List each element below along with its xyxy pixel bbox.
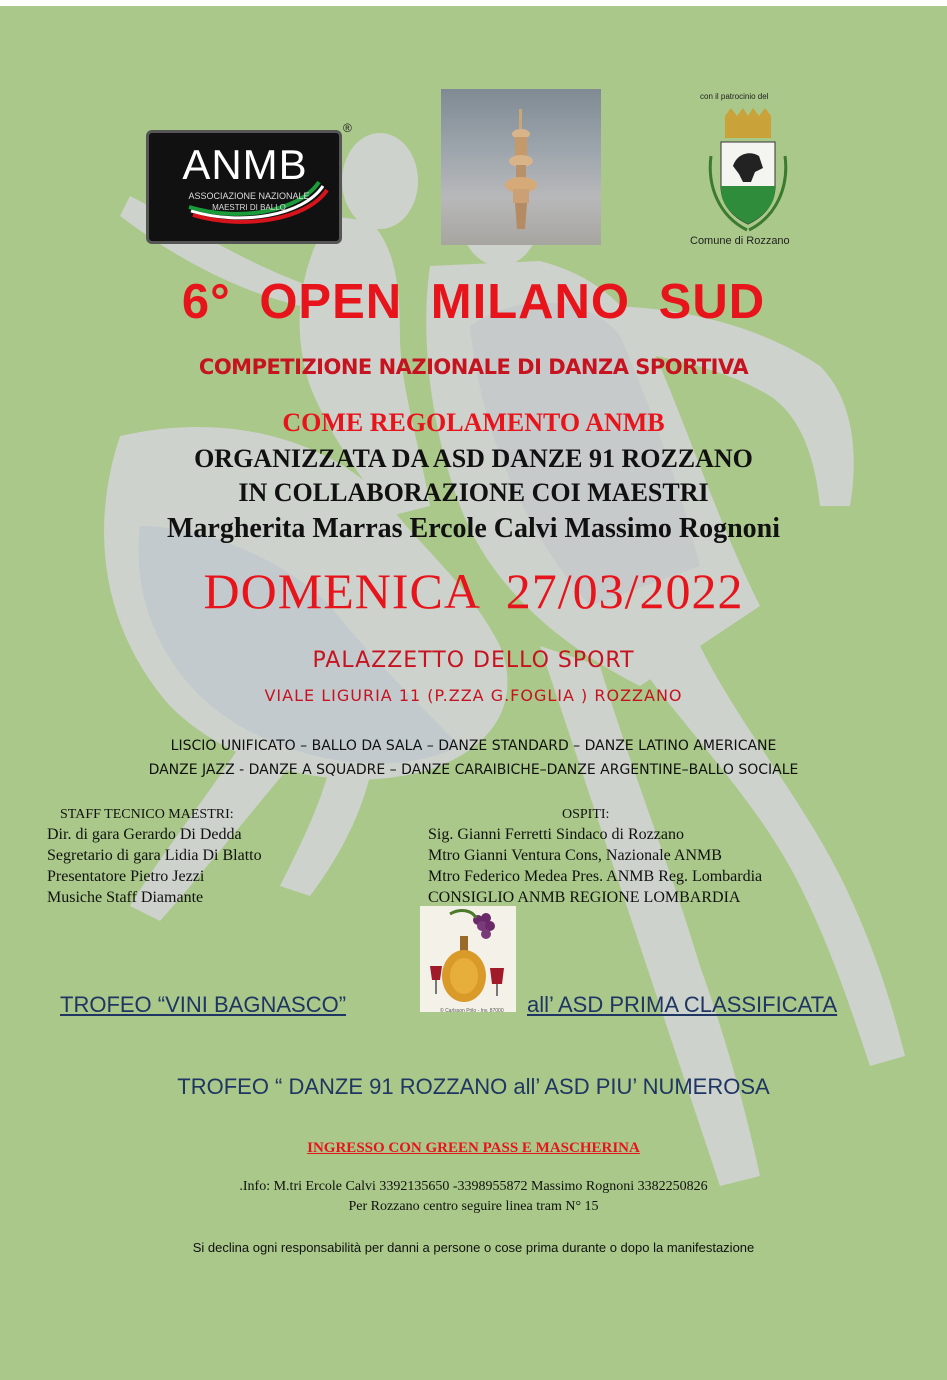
trofeo-2: TROFEO “ DANZE 91 ROZZANO all’ ASD PIU’ NUMEROSA [177, 1074, 770, 1099]
staff-member: Segretario di gara Lidia Di Blatto [47, 847, 262, 864]
crest-caption: con il patrocinio del [700, 92, 769, 101]
ospiti-list [428, 824, 762, 908]
disclaimer: Si declina ogni responsabilità per danni a persone o cose prima durante o dopo la manifestazione [192, 1240, 755, 1255]
event-poster [0, 6, 947, 1380]
wine-caption: © Carlsson Prilo - Inv. 87000 [440, 1008, 504, 1014]
staff-member: Musiche Staff Diamante [47, 889, 204, 906]
anmb-logo-name: ANMB [182, 141, 308, 188]
dance-categories-line-2: DANZE JAZZ - DANZE A SQUADRE – DANZE CARAIBICHE–DANZE ARGENTINE–BALLO SOCIALE [148, 762, 799, 778]
guest-item: Mtro Federico Medea Pres. ANMB Reg. Lombardia [428, 868, 763, 885]
collaboration-line: IN COLLABORAZIONE COI MAESTRI [238, 478, 709, 507]
organizer-line: ORGANIZZATA DA ASD DANZE 91 ROZZANO [194, 444, 753, 473]
ospiti-heading: OSPITI: [562, 807, 610, 822]
regolamento-line: COME REGOLAMENTO ANMB [282, 408, 665, 437]
event-venue: PALAZZETTO DELLO SPORT [312, 648, 635, 673]
maestri-names: Margherita Marras Ercole Calvi Massimo Rognoni [166, 513, 781, 544]
wine-illustration [420, 906, 516, 1012]
staff-member: Presentatore Pietro Jezzi [47, 868, 205, 885]
event-subtitle: COMPETIZIONE NAZIONALE DI DANZA SPORTIVA [198, 355, 749, 379]
event-title: 6° OPEN MILANO SUD [181, 275, 766, 329]
event-address: VIALE LIGURIA 11 (P.ZZA G.FOGLIA ) ROZZANO [264, 686, 683, 705]
dance-categories-line-1: LISCIO UNIFICATO – BALLO DA SALA – DANZE STANDARD – DANZE LATINO AMERICANE [170, 738, 777, 754]
tram-info: Per Rozzano centro seguire linea tram N° 15 [348, 1199, 599, 1214]
trofeo-1-label: TROFEO “VINI BAGNASCO” [60, 992, 347, 1017]
tower-photo [441, 89, 601, 245]
guest-item: Sig. Gianni Ferretti Sindaco di Rozzano [428, 826, 684, 843]
wine-bottle-icon [420, 906, 516, 1012]
registered-mark: ® [343, 121, 352, 135]
staff-member: Dir. di gara Gerardo Di Dedda [47, 826, 242, 843]
rozzano-crest-icon [703, 106, 793, 234]
staff-list [47, 824, 262, 908]
tower-icon [441, 89, 601, 245]
crest-name: Comune di Rozzano [690, 235, 790, 247]
anmb-logo [146, 130, 342, 244]
staff-heading: STAFF TECNICO MAESTRI: [60, 807, 234, 822]
guest-item: CONSIGLIO ANMB REGIONE LOMBARDIA [428, 889, 741, 906]
contact-info: .Info: M.tri Ercole Calvi 3392135650 -3398955872 Massimo Rognoni 3382250826 [239, 1179, 708, 1194]
ingresso-notice: INGRESSO CON GREEN PASS E MASCHERINA [307, 1140, 640, 1156]
italian-flag-swoosh-icon [169, 177, 329, 227]
trofeo-1-recipient: all’ ASD PRIMA CLASSIFICATA [527, 992, 838, 1017]
anmb-logo-subtitle: ASSOCIAZIONE NAZIONALE [188, 191, 310, 201]
anmb-logo-subtitle-2: MAESTRI DI BALLO [212, 203, 286, 212]
guest-item: Mtro Gianni Ventura Cons, Nazionale ANMB [428, 847, 722, 864]
event-date: DOMENICA 27/03/2022 [203, 563, 744, 619]
